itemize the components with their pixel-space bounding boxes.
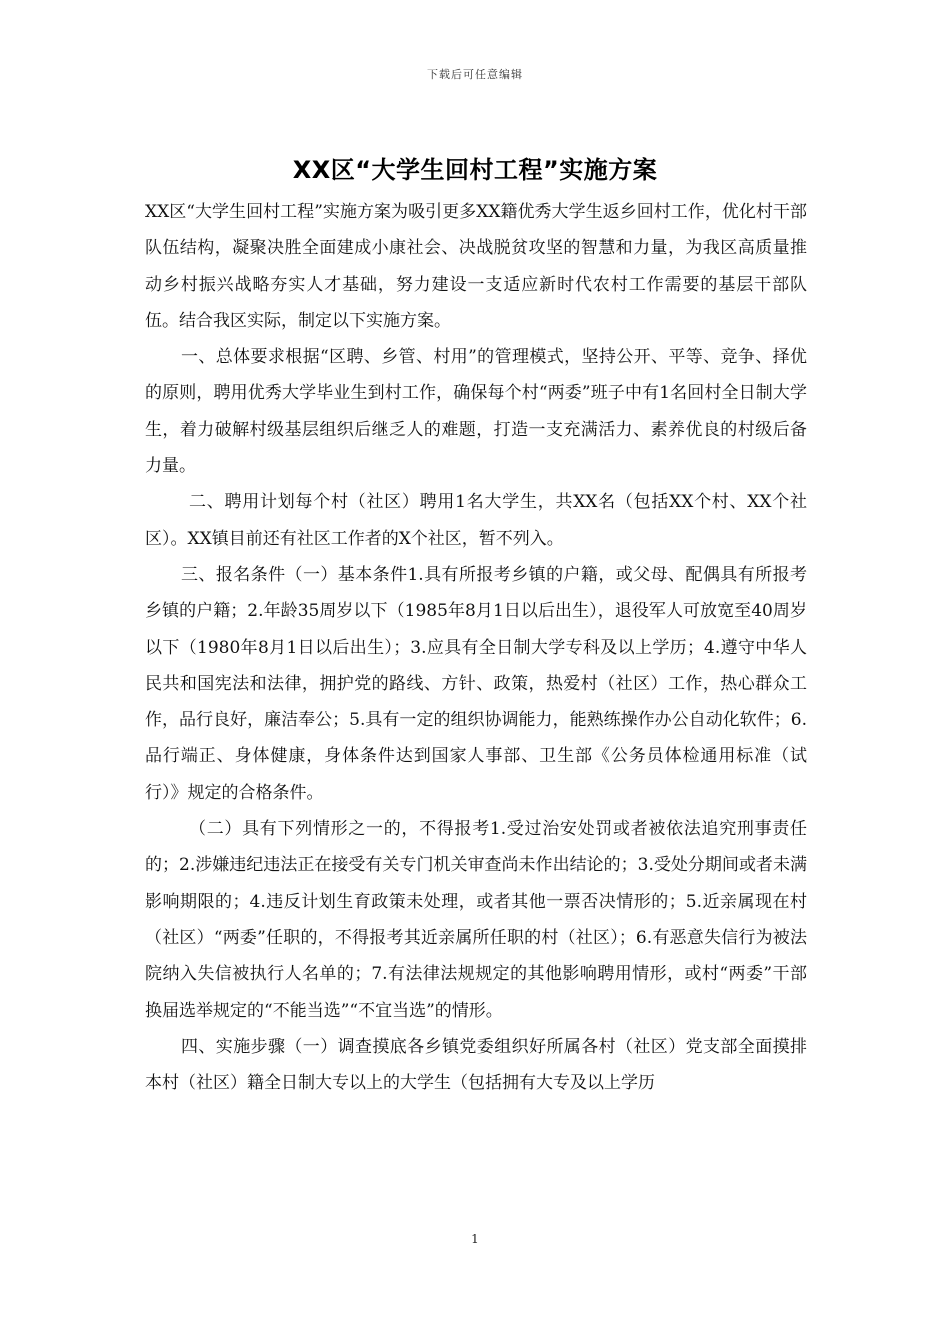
paragraph-application-conditions: 三、报名条件（一）基本条件1.具有所报考乡镇的户籍，或父母、配偶具有所报考乡镇的户籍；2.年龄35周岁以下（1985年8月1日以后出生），退役军人可放宽至40周岁以下（1980年8月1日以后出生）；3.应具有全日制大学专科及以上学历；4.遵守中华人民共和国宪法和法律，拥护党的路线、方针、政策，热爱村（社区）工作，热心群众工作，品行良好，廉洁奉公；5.具有一定的组织协调能力，能熟练操作办公自动化软件；6.品行端正、身体健康，身体条件达到国家人事部、卫生部《公务员体检通用标准（试行）》规定的合格条件。	[145, 564, 807, 803]
paragraph-general-requirements: 一、总体要求根据“区聘、乡管、村用”的管理模式，坚持公开、平等、竞争、择优的原则，聘用优秀大学毕业生到村工作，确保每个村“两委”班子中有1名回村全日制大学生，着力破解村级基层组织后继乏人的难题，打造一支充满活力、素养优良的村级后备力量。	[145, 347, 807, 477]
document-body	[145, 194, 807, 1101]
document-title: XX区“大学生回村工程”实施方案	[292, 156, 658, 184]
paragraph-hiring-plan: 二、聘用计划每个村（社区）聘用1名大学生，共XX名（包括XX个村、XX个社区）。XX镇目前还有社区工作者的X个社区，暂不列入。	[145, 492, 807, 549]
page-number: 1	[471, 1232, 479, 1246]
header-note: 下载后可任意编辑	[427, 68, 523, 81]
paragraph-disqualifications: （二）具有下列情形之一的，不得报考1.受过治安处罚或者被依法追究刑事责任的；2.涉嫌违纪违法正在接受有关专门机关审查尚未作出结论的；3.受处分期间或者未满影响期限的；4.违反计划生育政策未处理，或者其他一票否决情形的；5.近亲属现在村（社区）“两委”任职的，不得报考其近亲属所任职的村（社区）；6.有恶意失信行为被法院纳入失信被执行人名单的；7.有法律法规规定的其他影响聘用情形，或村“两委”干部换届选举规定的“不能当选”“不宜当选”的情形。	[145, 819, 807, 1021]
paragraph-intro: XX区“大学生回村工程”实施方案为吸引更多XX籍优秀大学生返乡回村工作，优化村干部队伍结构，凝聚决胜全面建成小康社会、决战脱贫攻坚的智慧和力量，为我区高质量推动乡村振兴战略夯实人才基础，努力建设一支适应新时代农村工作需要的基层干部队伍。结合我区实际，制定以下实施方案。	[145, 202, 807, 331]
paragraph-implementation-steps: 四、实施步骤（一）调查摸底各乡镇党委组织好所属各村（社区）党支部全面摸排本村（社区）籍全日制大专以上的大学生（包括拥有大专及以上学历	[145, 1036, 807, 1094]
